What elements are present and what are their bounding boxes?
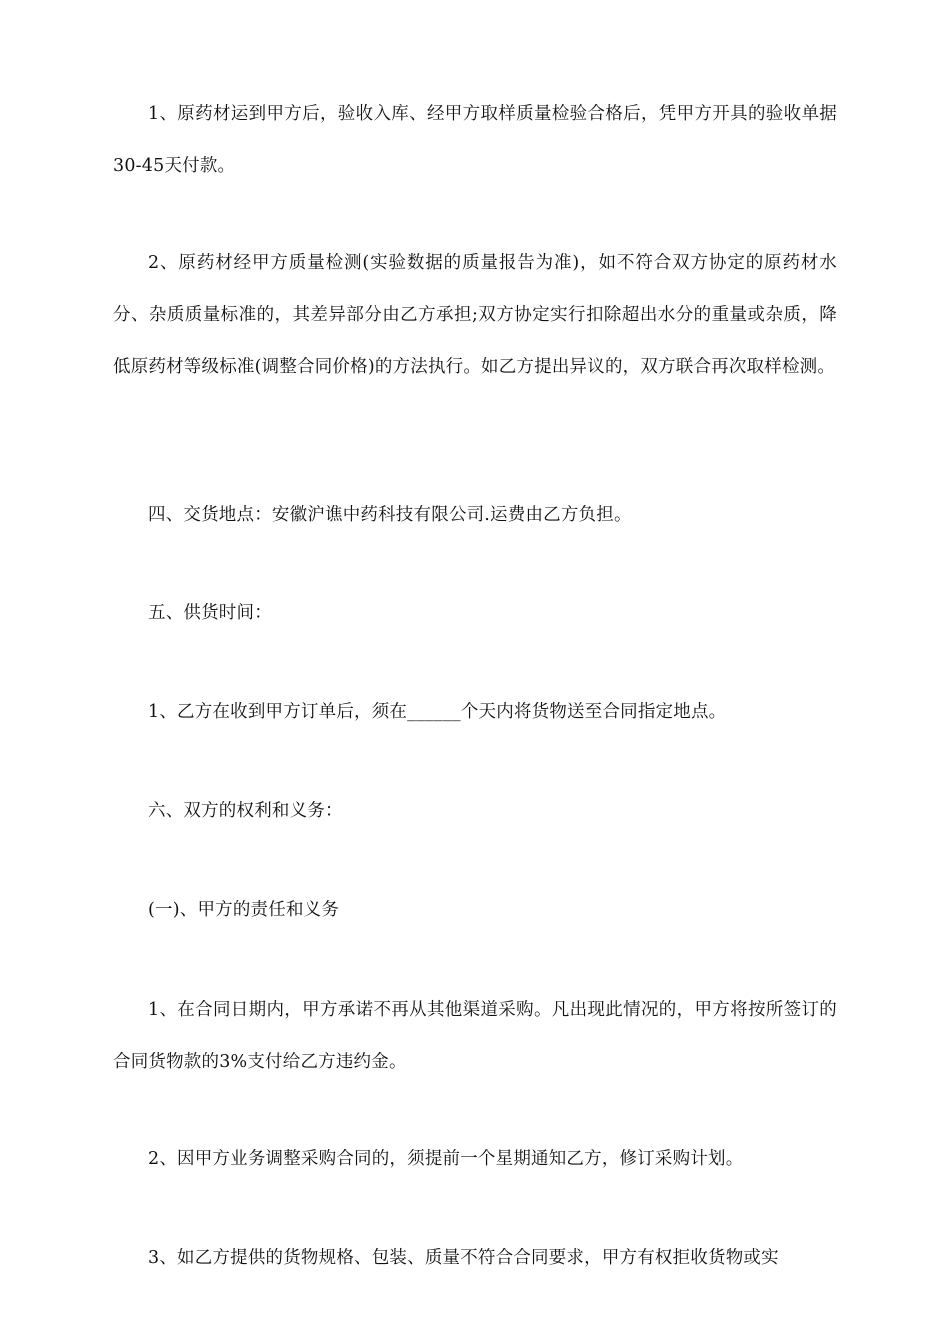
delivery-deadline-text-after: 个天内将货物送至合同指定地点。 [460,702,727,722]
heading-rights-obligations: 六、双方的权利和义务： [148,801,343,821]
paragraph-reject-goods: 3、如乙方提供的货物规格、包装、质量不符合合同要求，甲方有权拒收货物或实 [148,1248,779,1268]
heading-party-a-duties: (一)、甲方的责任和义务 [148,900,340,920]
heading-delivery-location: 四、交货地点：安徽沪谯中药科技有限公司.运费由乙方负担。 [148,505,632,525]
heading-supply-time: 五、供货时间： [148,603,272,623]
paragraph-exclusive-purchase: 1、在合同日期内，甲方承诺不再从其他渠道采购。凡出现此情况的，甲方将按所签订的合同货物款的3%支付给乙方违约金。 [113,1000,837,1072]
delivery-deadline-text-before: 1、乙方在收到甲方订单后，须在 [148,702,408,722]
paragraph-quality-inspection: 2、原药材经甲方质量检测(实验数据的质量报告为准)，如不符合双方协定的原药材水分、杂质质量标准的，其差异部分由乙方承担;双方协定实行扣除超出水分的重量或杂质，降低原药材等级标准(调整合同价格)的方法执行。如乙方提出异议的，双方联合再次取样检测。 [113,253,837,377]
paragraph-contract-adjustment: 2、因甲方业务调整采购合同的，须提前一个星期通知乙方，修订采购计划。 [148,1149,744,1169]
paragraph-delivery-deadline [113,686,837,738]
delivery-days-blank: ______ [407,702,461,722]
paragraph-payment-terms: 1、原药材运到甲方后，验收入库、经甲方取样质量检验合格后，凭甲方开具的验收单据30-45天付款。 [113,104,837,176]
